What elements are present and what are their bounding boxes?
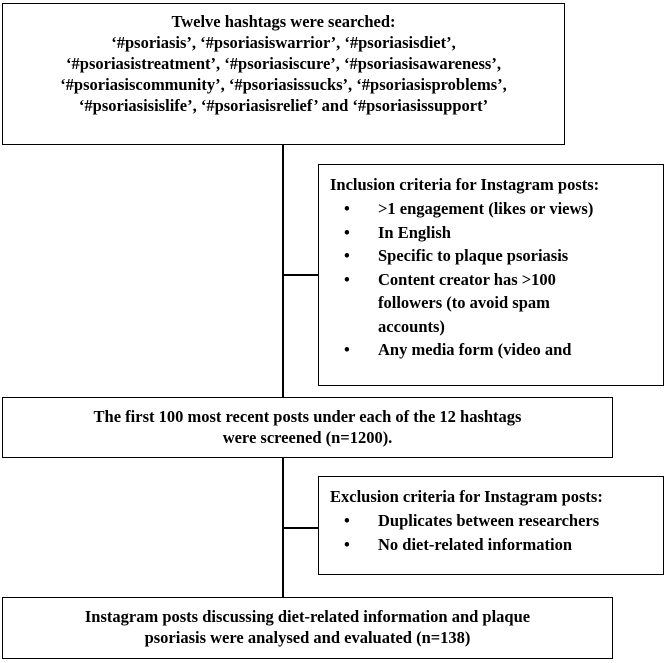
screening-line-2: were screened (n=1200). xyxy=(222,428,393,447)
hashtags-line-3: ‘#psoriasiscommunity’, ‘#psoriasissucks’, ‘#psoriasisproblems’, xyxy=(60,75,507,94)
exclusion-title: Exclusion criteria for Instagram posts: xyxy=(330,487,603,506)
bullet-icon: • xyxy=(344,269,350,289)
results-box xyxy=(2,597,613,659)
exclusion-list xyxy=(330,509,663,556)
hashtags-line-1: ‘#psoriasis’, ‘#psoriasiswarrior’, ‘#psoriasisdiet’, xyxy=(111,33,456,52)
screening-line-1: The first 100 most recent posts under each of the 12 hashtags xyxy=(93,407,522,426)
inclusion-criteria-box xyxy=(318,164,664,386)
bullet-icon: • xyxy=(344,222,350,242)
connector-inclusion-branch xyxy=(282,274,318,276)
connector-exclusion-branch xyxy=(282,527,318,529)
bullet-icon: • xyxy=(344,534,350,554)
bullet-icon: • xyxy=(344,199,350,218)
list-item: • >1 engagement (likes or views) xyxy=(330,197,663,221)
hashtags-title: Twelve hashtags were searched: xyxy=(171,12,396,31)
list-item: • Content creator has >100 followers (to avoid spam accounts) xyxy=(344,269,556,336)
hashtags-box xyxy=(2,3,565,145)
list-item: • In English xyxy=(330,221,663,245)
inclusion-title: Inclusion criteria for Instagram posts: xyxy=(330,175,600,194)
screening-box xyxy=(2,397,613,458)
list-item: • Any media form (video and xyxy=(330,338,663,362)
list-item: • No diet-related information xyxy=(330,533,663,557)
hashtags-line-2: ‘#psoriasistreatment’, ‘#psoriasiscure’, ‘#psoriasisawareness’, xyxy=(66,54,501,73)
exclusion-criteria-box xyxy=(318,476,664,575)
list-item: • Specific to plaque psoriasis xyxy=(330,244,663,268)
results-line-2: psoriasis were analysed and evaluated (n=138) xyxy=(144,628,471,647)
inclusion-list xyxy=(330,197,663,362)
bullet-icon: • xyxy=(344,340,350,359)
bullet-icon: • xyxy=(344,511,350,530)
connector-top-vertical xyxy=(282,144,284,397)
list-item: • Duplicates between researchers xyxy=(330,509,663,533)
results-line-1: Instagram posts discussing diet-related information and plaque xyxy=(84,607,531,626)
bullet-icon: • xyxy=(344,246,350,265)
hashtags-line-4: ‘#psoriasisislife’, ‘#psoriasisrelief’ and ‘#psoriasissupport’ xyxy=(78,96,489,115)
